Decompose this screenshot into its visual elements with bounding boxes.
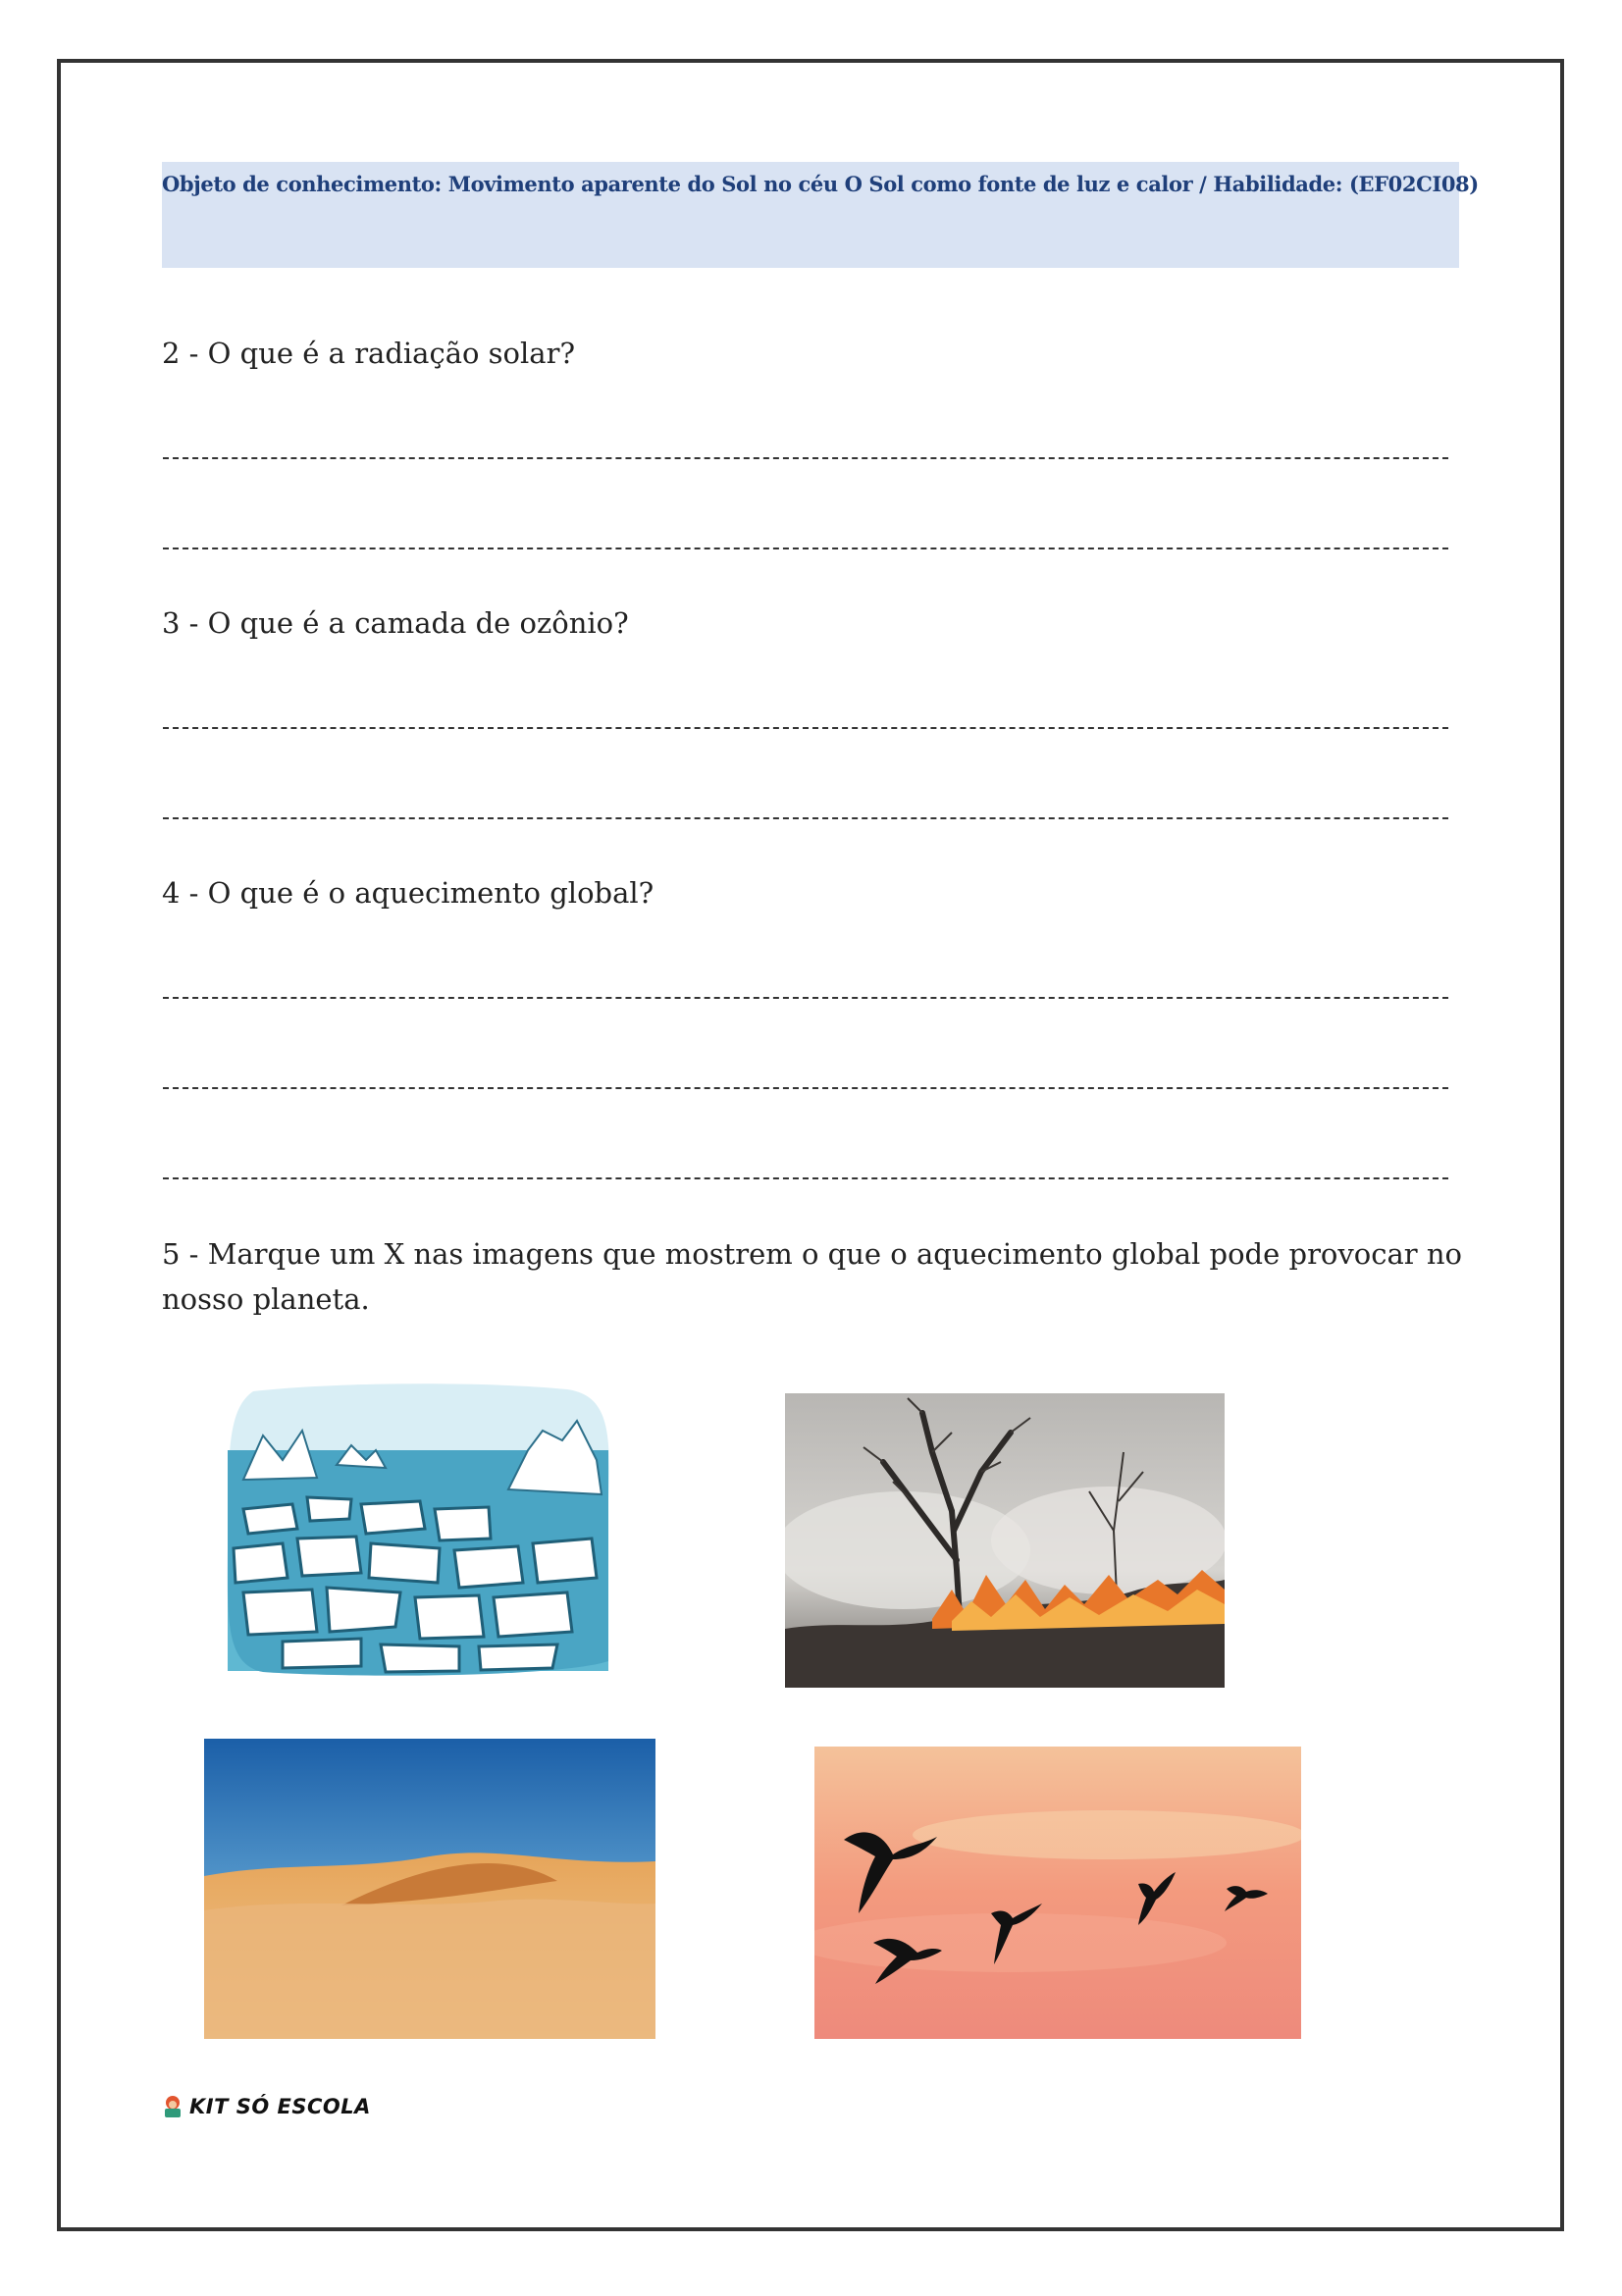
desert-dunes-photo-icon	[204, 1739, 655, 2039]
question-3: 3 - O que é a camada de ozônio?	[162, 606, 629, 640]
answer-line[interactable]	[163, 457, 1448, 459]
question-5: 5 - Marque um X nas imagens que mostrem o que o aquecimento global pode provocar no nosso planeta.	[162, 1237, 1462, 1316]
wildfire-image[interactable]	[785, 1393, 1225, 1688]
answer-line[interactable]	[163, 548, 1448, 549]
answer-line[interactable]	[163, 1087, 1448, 1089]
header-text: Objeto de conhecimento: Movimento aparente do Sol no céu O Sol como fonte de luz e calor / Habilidade: (EF02CI08)	[162, 172, 1479, 196]
desert-image[interactable]	[204, 1739, 655, 2039]
question-2: 2 - O que é a radiação solar?	[162, 337, 575, 370]
brand-logo	[162, 2095, 371, 2118]
melting-ice-image[interactable]	[224, 1382, 611, 1678]
header-banner	[162, 162, 1479, 268]
melting-ice-illustration-icon	[224, 1382, 611, 1678]
question-4: 4 - O que é o aquecimento global?	[162, 876, 654, 910]
answer-line[interactable]	[163, 997, 1448, 999]
schoolkid-logo-icon	[162, 2095, 183, 2118]
answer-line[interactable]	[163, 1177, 1448, 1179]
birds-sunset-image[interactable]	[814, 1747, 1301, 2039]
answer-line[interactable]	[163, 817, 1448, 819]
wildfire-photo-icon	[785, 1393, 1225, 1688]
logo-text: KIT SÓ ESCOLA	[189, 2095, 371, 2118]
birds-sunset-photo-icon	[814, 1747, 1301, 2039]
answer-line[interactable]	[163, 727, 1448, 729]
